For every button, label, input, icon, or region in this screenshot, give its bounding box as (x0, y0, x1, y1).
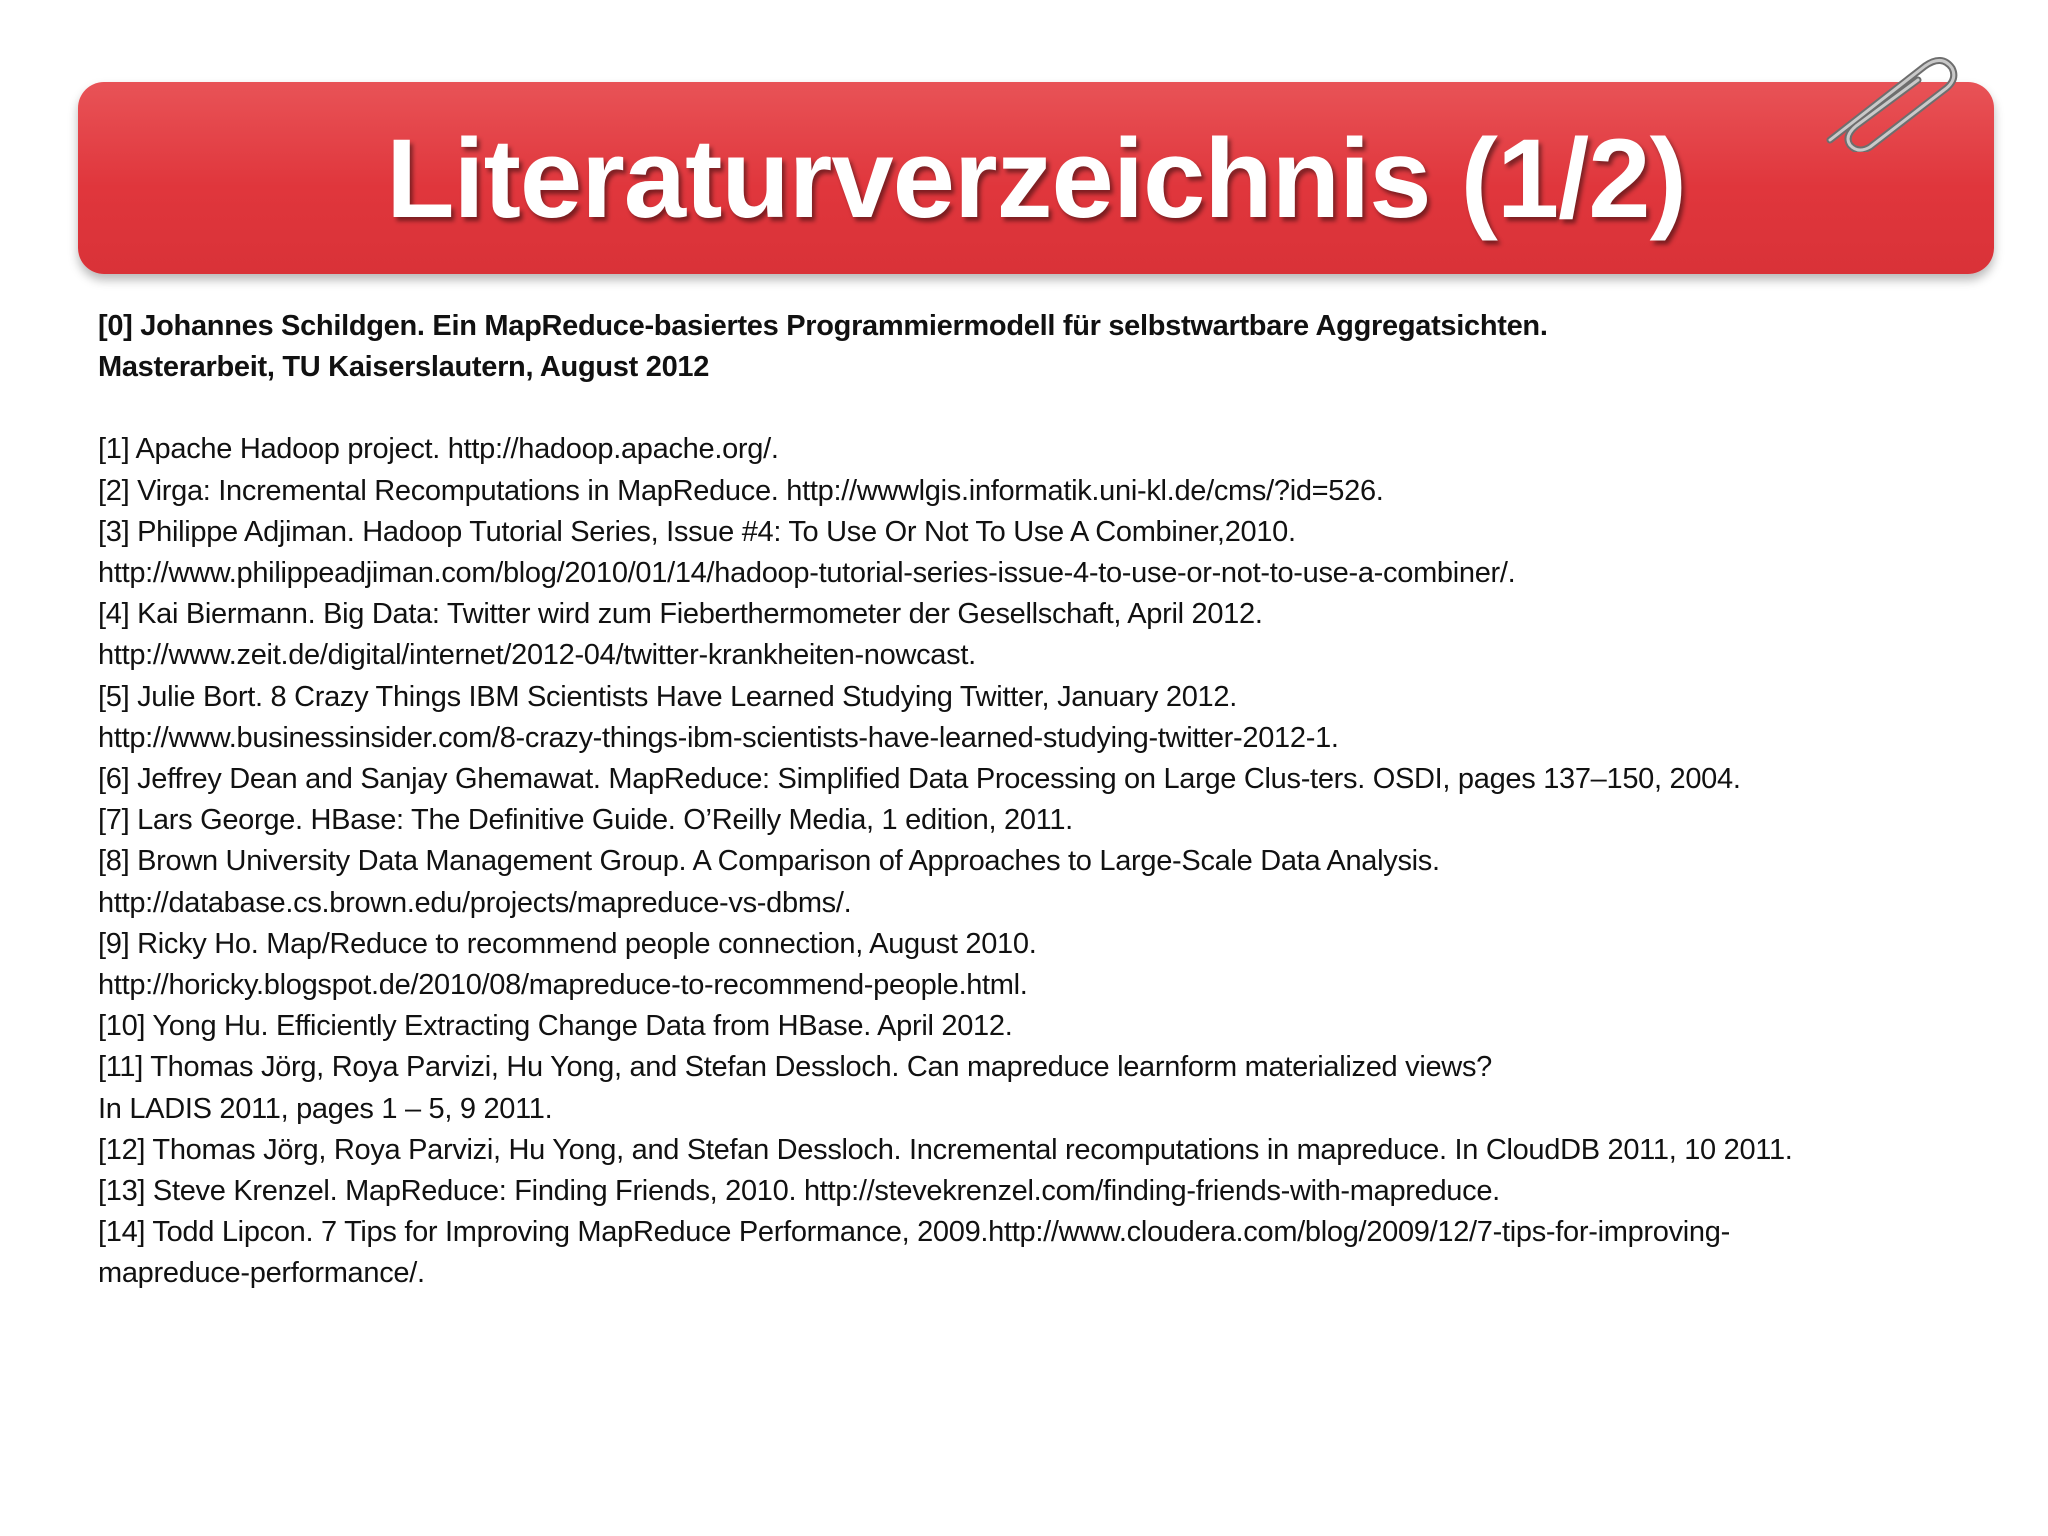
slide-title: Literaturverzeichnis (1/2) (386, 115, 1686, 241)
reference-item (98, 1212, 1978, 1294)
reference-line: [2] Virga: Incremental Recomputations in MapReduce. http://wwwlgis.informatik.uni-kl.de/cms/?id=526. (98, 474, 1384, 507)
reference-item (98, 1171, 1978, 1212)
reference-item (98, 512, 1978, 594)
title-banner (78, 82, 1994, 274)
reference-item (98, 800, 1978, 841)
reference-item (98, 841, 1978, 923)
reference-line: [3] Philippe Adjiman. Hadoop Tutorial Series, Issue #4: To Use Or Not To Use A Combiner,2010. (98, 515, 1296, 548)
reference-line: http://database.cs.brown.edu/projects/mapreduce-vs-dbms/. (98, 886, 852, 919)
reference-line: [9] Ricky Ho. Map/Reduce to recommend people connection, August 2010. (98, 927, 1037, 960)
reference-item (98, 429, 1978, 470)
reference-line: [5] Julie Bort. 8 Crazy Things IBM Scientists Have Learned Studying Twitter, January 2012. (98, 680, 1237, 713)
reference-item (98, 471, 1978, 512)
paperclip-icon (1800, 52, 1960, 152)
reference-line: http://www.philippeadjiman.com/blog/2010/01/14/hadoop-tutorial-series-issue-4-to-use-or-not-to-use-a-combiner/. (98, 557, 1516, 590)
reference-item (98, 1006, 1978, 1047)
reference-line: In LADIS 2011, pages 1 – 5, 9 2011. (98, 1092, 553, 1125)
bibliography (98, 306, 1978, 1295)
reference-item (98, 1047, 1978, 1129)
reference-line: http://www.businessinsider.com/8-crazy-things-ibm-scientists-have-learned-studying-twitter-2012-1. (98, 721, 1339, 754)
reference-line: [13] Steve Krenzel. MapReduce: Finding Friends, 2010. http://stevekrenzel.com/finding-friends-with-mapreduce. (98, 1175, 1500, 1208)
reference-line: [0] Johannes Schildgen. Ein MapReduce-basiertes Programmiermodell für selbstwartbare Aggregatsichten. (98, 310, 1548, 342)
reference-line: [11] Thomas Jörg, Roya Parvizi, Hu Yong, and Stefan Dessloch. Can mapreduce learnform materialized views? (98, 1051, 1492, 1084)
reference-line: [1] Apache Hadoop project. http://hadoop.apache.org/. (98, 433, 779, 466)
reference-line: http://horicky.blogspot.de/2010/08/mapreduce-to-recommend-people.html. (98, 969, 1028, 1002)
reference-line: [7] Lars George. HBase: The Definitive Guide. O’Reilly Media, 1 edition, 2011. (98, 804, 1073, 837)
reference-line: [14] Todd Lipcon. 7 Tips for Improving MapReduce Performance, 2009.http://www.cloudera.com/blog/2009/12/7-tips-for-improving- (98, 1216, 1730, 1249)
reference-line: http://www.zeit.de/digital/internet/2012-04/twitter-krankheiten-nowcast. (98, 639, 976, 672)
reference-line: [8] Brown University Data Management Group. A Comparison of Approaches to Large-Scale Data Analysis. (98, 845, 1440, 878)
reference-line: [4] Kai Biermann. Big Data: Twitter wird zum Fieberthermometer der Gesellschaft, April 2012. (98, 598, 1263, 631)
highlighted-reference (98, 306, 1978, 388)
reference-line: Masterarbeit, TU Kaiserslautern, August 2012 (98, 351, 710, 384)
reference-line: [6] Jeffrey Dean and Sanjay Ghemawat. MapReduce: Simplified Data Processing on Large Clus-ters. OSDI, pages 137–150, 2004. (98, 763, 1741, 796)
reference-item (98, 924, 1978, 1006)
reference-line: [12] Thomas Jörg, Roya Parvizi, Hu Yong, and Stefan Dessloch. Incremental recomputations in mapreduce. In CloudDB 2011, 10 2011. (98, 1133, 1793, 1166)
reference-line: [10] Yong Hu. Efficiently Extracting Change Data from HBase. April 2012. (98, 1010, 1013, 1043)
reference-item (98, 594, 1978, 676)
reference-item (98, 1130, 1978, 1171)
reference-item (98, 759, 1978, 800)
reference-line: mapreduce-performance/. (98, 1257, 425, 1290)
reference-item (98, 677, 1978, 759)
